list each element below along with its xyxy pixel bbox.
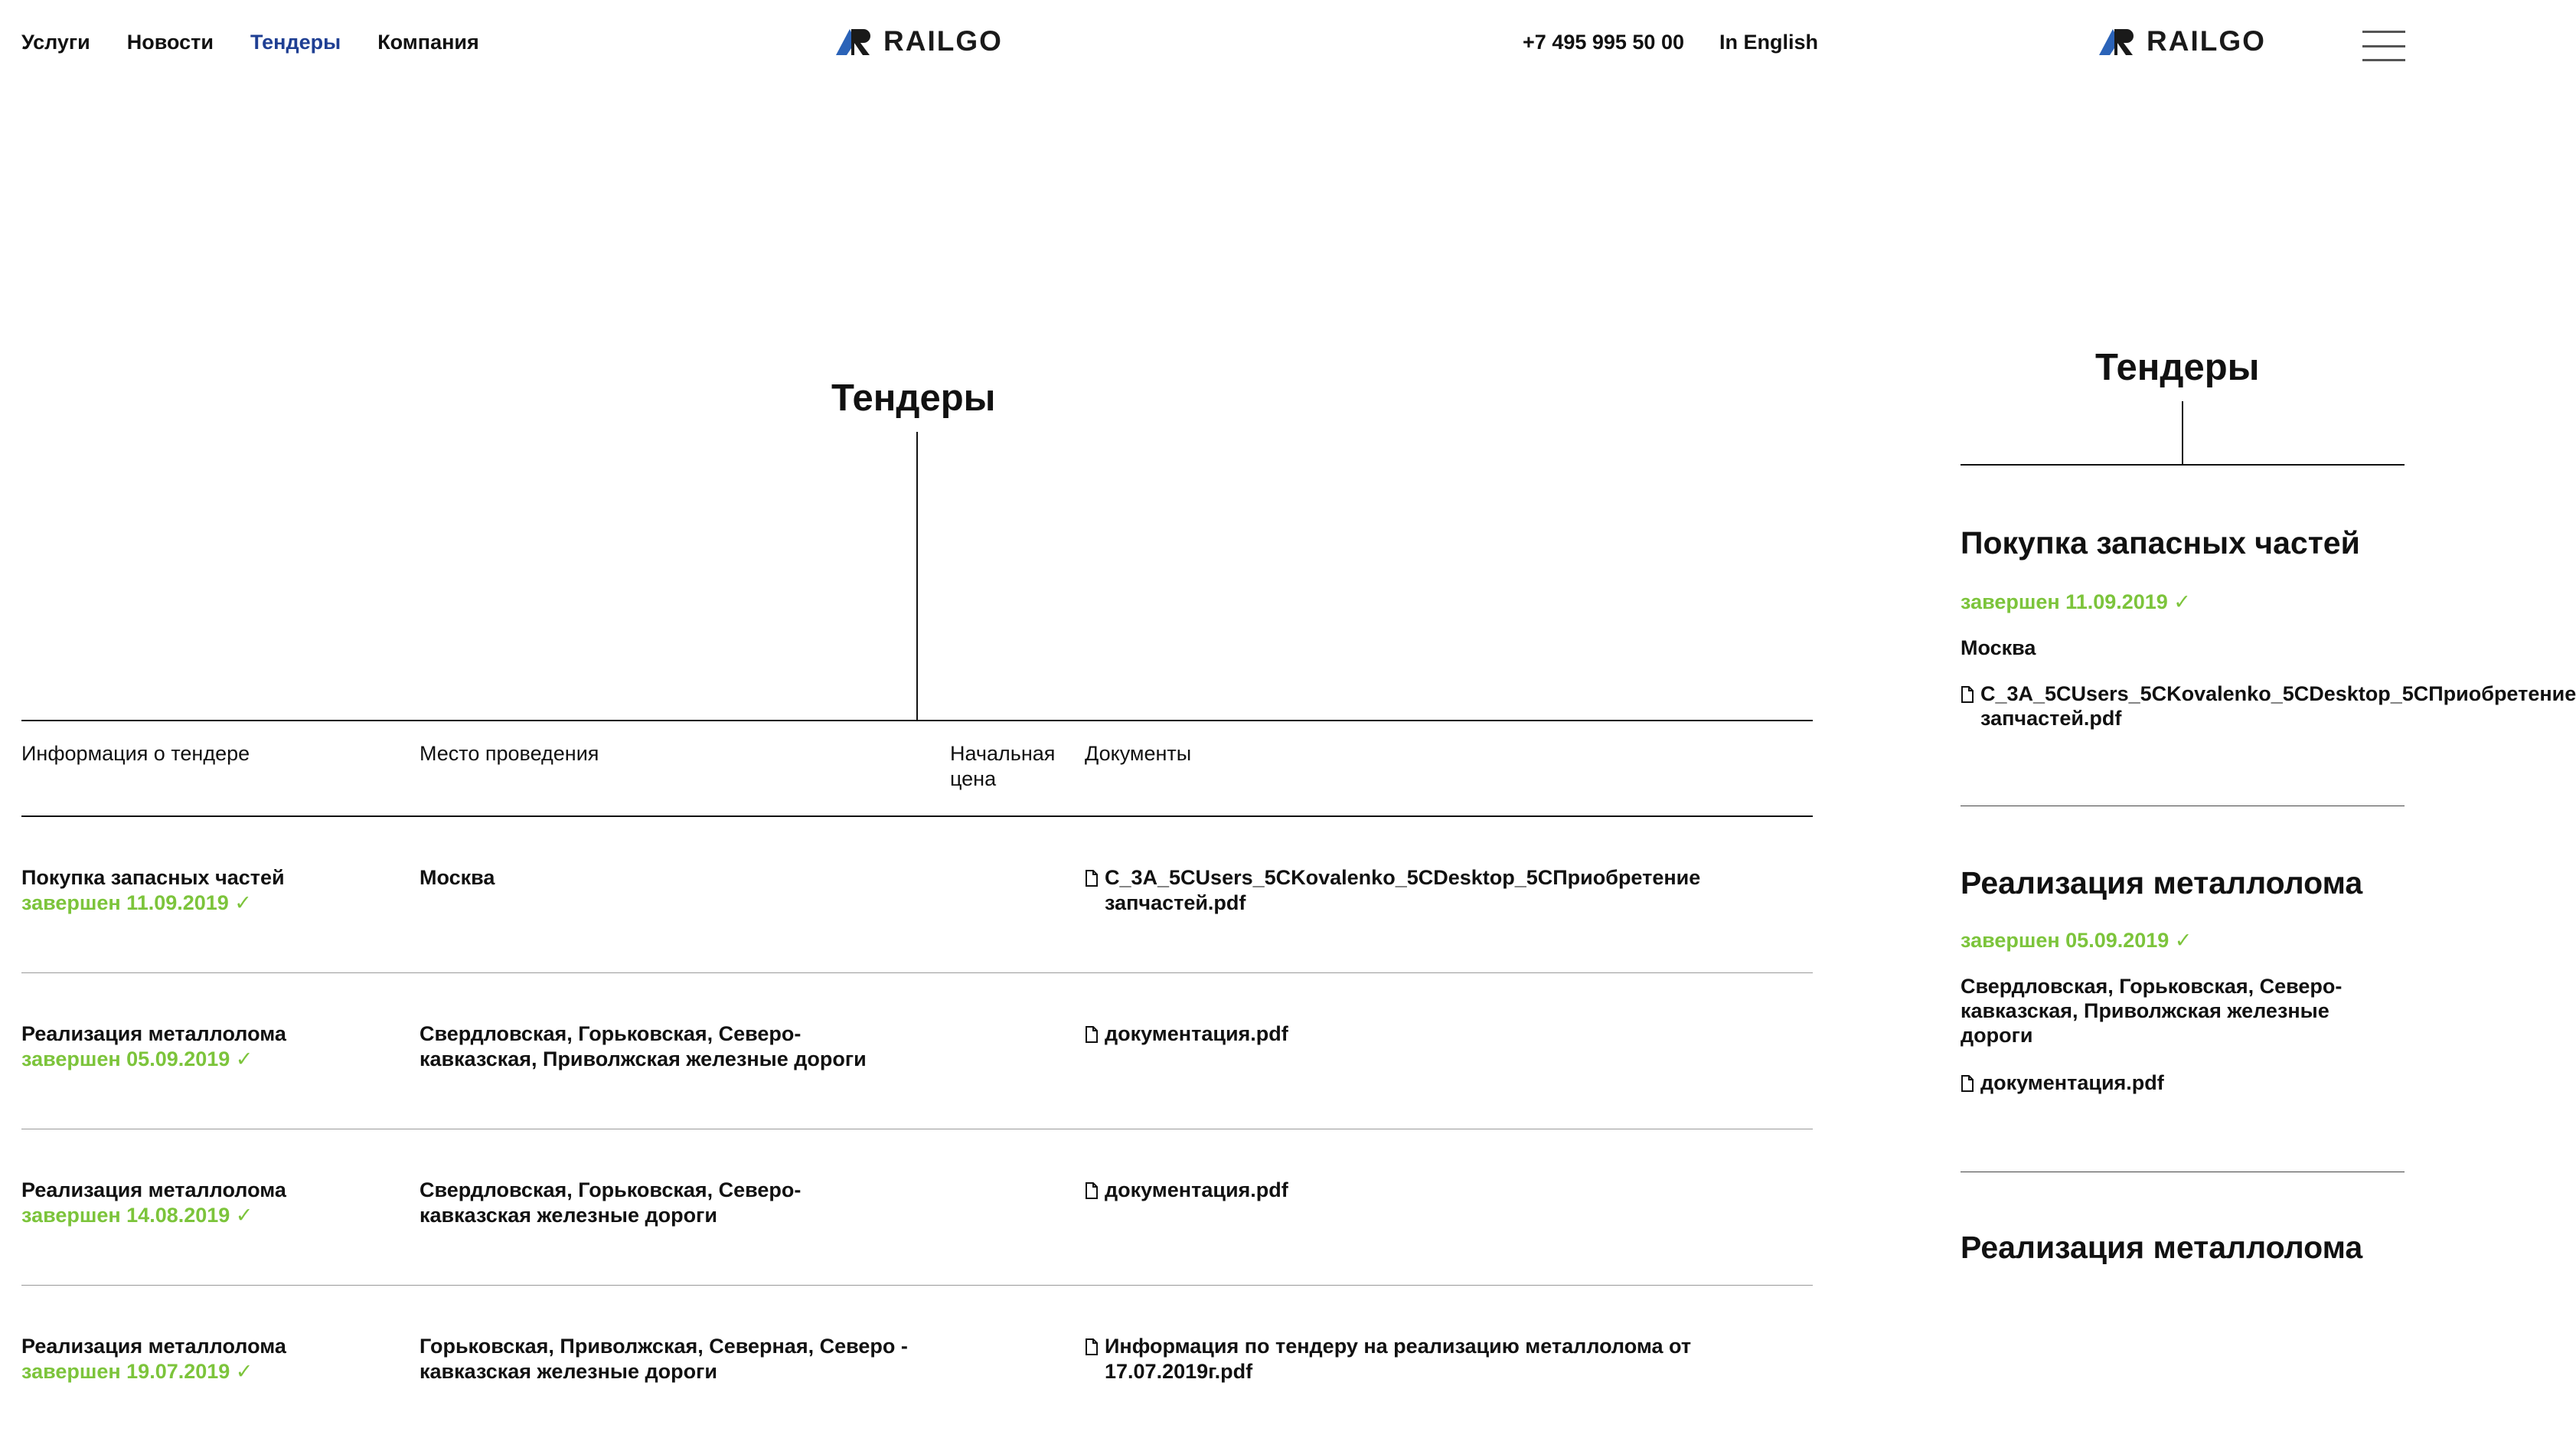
mobile-tender-status: завершен 05.09.2019 ✓	[1961, 929, 2192, 952]
mobile-logo[interactable]	[2099, 25, 2266, 57]
table-row-info	[21, 1021, 286, 1072]
title-divider	[916, 432, 918, 720]
mobile-tender-title[interactable]: Покупка запасных частей	[1961, 525, 2360, 560]
table-row-info	[21, 1334, 286, 1384]
tender-place-line: кавказская, Приволжская железные	[1961, 999, 2330, 1022]
tender-status: завершен 11.09.2019 ✓	[21, 891, 252, 914]
header-right	[1523, 31, 1818, 54]
tender-place-line: кавказская железные дороги	[420, 1204, 717, 1227]
tender-document-link[interactable]	[1085, 1334, 1691, 1384]
col-header-price-line: цена	[950, 767, 997, 790]
row-divider	[21, 1285, 1813, 1286]
tender-title[interactable]: Реализация металлолома	[21, 1022, 286, 1045]
file-icon	[1961, 1075, 1974, 1092]
tender-place-line: Горьковская, Приволжская, Северная, Северо -	[420, 1335, 908, 1358]
col-header-price-line: Начальная	[950, 742, 1056, 765]
tender-status: завершен 14.08.2019 ✓	[21, 1204, 253, 1227]
file-icon	[1085, 1026, 1099, 1043]
nav-tenders[interactable]: Тендеры	[250, 31, 341, 54]
file-icon	[1085, 1182, 1099, 1199]
mobile-tender-title[interactable]: Реализация металлолома	[1961, 1230, 2363, 1265]
document-name-line: запчастей.pdf	[1105, 891, 1246, 914]
document-name: документация.pdf	[1105, 1022, 1288, 1045]
mobile-tender-place	[1961, 974, 2342, 1047]
language-switch[interactable]: In English	[1719, 31, 1818, 54]
tender-place-line: кавказская железные дороги	[420, 1360, 717, 1383]
col-header-info: Информация о тендере	[21, 742, 250, 765]
mobile-view	[1944, 0, 2576, 1438]
document-name-line: C_3A_5CUsers_5CKovalenko_5CDesktop_5CПриобретение	[1105, 866, 1701, 889]
document-name	[1105, 1334, 1691, 1384]
tender-place: Москва	[420, 866, 495, 889]
tender-document-link[interactable]	[1085, 865, 1700, 916]
table-row-info	[21, 1178, 286, 1228]
col-header-docs: Документы	[1085, 742, 1192, 765]
phone-link[interactable]: +7 495 995 50 00	[1523, 31, 1684, 54]
file-icon	[1961, 686, 1974, 703]
logo[interactable]	[836, 25, 1003, 57]
mobile-document-link[interactable]	[1961, 1070, 2164, 1095]
mobile-document-link[interactable]	[1961, 681, 2576, 730]
table-top-rule	[21, 720, 1813, 721]
header-bottom-rule	[21, 815, 1813, 817]
document-name-line: запчастей.pdf	[1980, 707, 2122, 730]
logo-text: RAILGO	[2147, 25, 2266, 57]
page-title: Тендеры	[831, 377, 996, 419]
document-name	[1980, 681, 2576, 730]
file-icon	[1085, 1338, 1099, 1355]
tender-place-line: Свердловская, Горьковская, Северо-	[420, 1022, 802, 1045]
title-divider	[2182, 401, 2183, 464]
tender-status: завершен 19.07.2019 ✓	[21, 1360, 253, 1383]
main-nav	[21, 31, 479, 54]
file-icon	[1085, 870, 1099, 887]
document-name-line: 17.07.2019г.pdf	[1105, 1360, 1253, 1383]
menu-hamburger-icon[interactable]	[2362, 31, 2405, 61]
tender-place	[420, 1334, 908, 1384]
tender-document-link[interactable]	[1085, 1021, 1288, 1047]
logo-mark-icon	[2099, 26, 2139, 57]
mobile-tender-title[interactable]: Реализация металлолома	[1961, 865, 2363, 900]
document-name: документация.pdf	[1105, 1178, 1288, 1201]
mobile-page-title: Тендеры	[2095, 347, 2260, 388]
mobile-top-rule	[1961, 464, 2405, 466]
col-header-price	[950, 741, 1055, 792]
mobile-tender-status: завершен 11.09.2019 ✓	[1961, 590, 2191, 613]
row-divider	[21, 972, 1813, 973]
mobile-tender-place: Москва	[1961, 636, 2036, 659]
nav-company[interactable]: Компания	[377, 31, 479, 54]
tender-place-line: кавказская, Приволжская железные дороги	[420, 1047, 867, 1070]
logo-text: RAILGO	[883, 25, 1003, 57]
tender-place-line: дороги	[1961, 1024, 2033, 1047]
tender-place-line: Свердловская, Горьковская, Северо-	[420, 1178, 802, 1201]
document-name-line: C_3A_5CUsers_5CKovalenko_5CDesktop_5CПриобретение	[1980, 682, 2576, 705]
tender-status: завершен 05.09.2019 ✓	[21, 1047, 253, 1070]
tender-title[interactable]: Покупка запасных частей	[21, 866, 285, 889]
tender-title[interactable]: Реализация металлолома	[21, 1335, 286, 1358]
tender-title[interactable]: Реализация металлолома	[21, 1178, 286, 1201]
nav-services[interactable]: Услуги	[21, 31, 90, 54]
document-name	[1105, 865, 1700, 916]
tender-place	[420, 1021, 867, 1072]
document-name: документация.pdf	[1980, 1071, 2164, 1094]
tender-document-link[interactable]	[1085, 1178, 1288, 1203]
logo-mark-icon	[836, 26, 876, 57]
col-header-place: Место проведения	[420, 742, 599, 765]
tender-place-line: Свердловская, Горьковская, Северо-	[1961, 975, 2343, 998]
table-row-info	[21, 865, 285, 916]
tender-place	[420, 1178, 801, 1228]
document-name-line: Информация по тендеру на реализацию металлолома от	[1105, 1335, 1692, 1358]
nav-news[interactable]: Новости	[126, 31, 214, 54]
